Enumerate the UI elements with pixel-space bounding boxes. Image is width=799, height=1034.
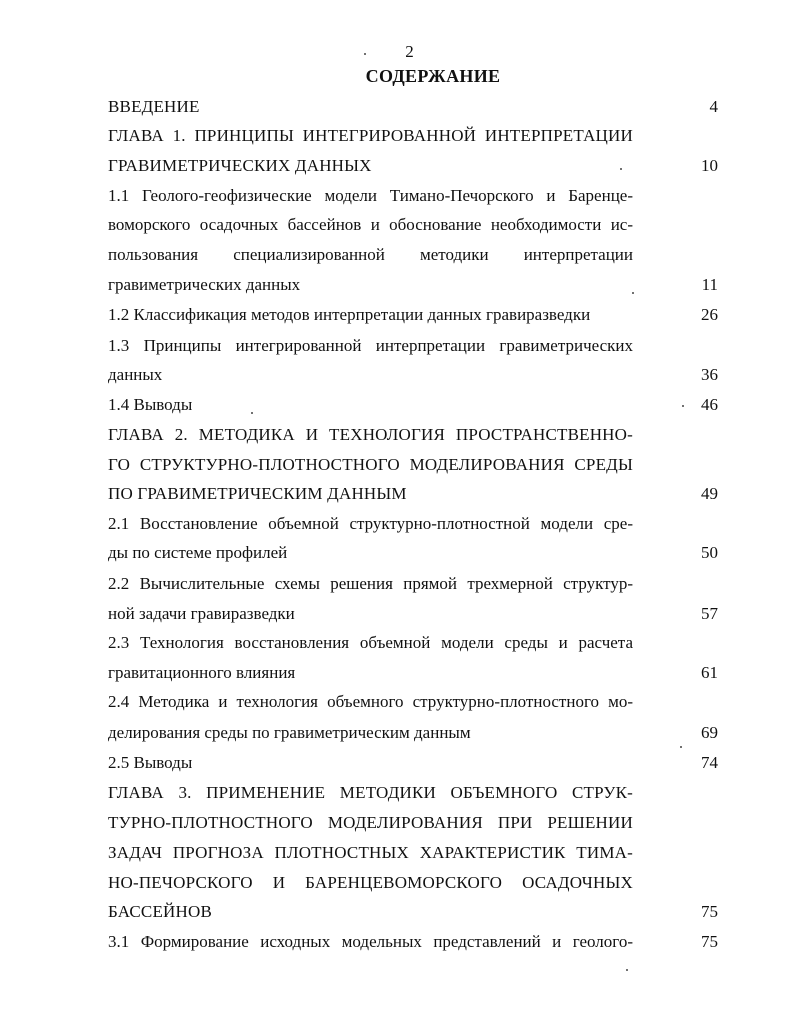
toc-entry-section-2-1: 2.1 Восстановление объемной структурно-плотностной модели сре- (108, 514, 633, 533)
toc-entry-chapter-3: ГЛАВА 3. ПРИМЕНЕНИЕ МЕТОДИКИ ОБЪЕМНОГО СТРУК- (108, 783, 633, 802)
toc-entry-section-2-3: 2.3 Технология восстановления объемной модели среды и расчета (108, 633, 633, 652)
toc-entry-section-2-5: 2.5 Выводы (108, 753, 193, 772)
toc-page-number: 75 (701, 902, 718, 921)
toc-page-number: 50 (701, 543, 718, 562)
toc-entry-intro: ВВЕДЕНИЕ (108, 97, 200, 116)
toc-entry-chapter-2: ГЛАВА 2. МЕТОДИКА И ТЕХНОЛОГИЯ ПРОСТРАНСТВЕННО- (108, 425, 633, 444)
toc-entry-section-1-1: 1.1 Геолого-геофизические модели Тимано-Печорского и Баренце- (108, 186, 633, 205)
scan-speck (680, 746, 682, 748)
toc-entry-section-1-2: 1.2 Классификация методов интерпретации данных гравиразведки (108, 305, 591, 324)
toc-entry-section-2-4: 2.4 Методика и технология объемного структурно-плотностного мо- (108, 692, 633, 711)
toc-page-number: 36 (701, 365, 718, 384)
toc-page-number: 11 (701, 275, 718, 294)
toc-page-number: 49 (701, 484, 718, 503)
page-title: СОДЕРЖАНИЕ (365, 66, 501, 86)
toc-page-number: 57 (701, 604, 718, 623)
toc-page-number: 26 (701, 305, 718, 324)
toc-entry-chapter-2: ГО СТРУКТУРНО-ПЛОТНОСТНОГО МОДЕЛИРОВАНИЯ СРЕДЫ (108, 455, 633, 474)
toc-entry-chapter-3: ТУРНО-ПЛОТНОСТНОГО МОДЕЛИРОВАНИЯ ПРИ РЕШЕНИИ (108, 813, 633, 832)
toc-entry-chapter-1: ГЛАВА 1. ПРИНЦИПЫ ИНТЕГРИРОВАННОЙ ИНТЕРПРЕТАЦИИ (108, 126, 633, 145)
toc-entry-section-1-3: данных (108, 365, 163, 384)
toc-entry-section-1-3: 1.3 Принципы интегрированной интерпретации гравиметрических (108, 336, 633, 355)
toc-page-number: 75 (701, 932, 718, 951)
page-number: 2 (405, 42, 414, 61)
toc-entry-section-1-4: 1.4 Выводы (108, 395, 193, 414)
toc-page-number: 69 (701, 723, 718, 742)
toc-entry-section-2-2: ной задачи гравиразведки (108, 604, 295, 623)
toc-entry-section-1-1: воморского осадочных бассейнов и обоснование необходимости ис- (108, 215, 633, 234)
toc-page-number: 74 (701, 753, 718, 772)
toc-entry-chapter-3: БАССЕЙНОВ (108, 902, 212, 921)
toc-entry-section-3-1: 3.1 Формирование исходных модельных представлений и геолого- (108, 932, 633, 951)
toc-page-number: 4 (709, 97, 718, 116)
toc-page-number: 10 (701, 156, 718, 175)
toc-entry-section-2-2: 2.2 Вычислительные схемы решения прямой трехмерной структур- (108, 574, 633, 593)
toc-entry-section-1-1: пользования специализированной методики интерпретации (108, 245, 633, 264)
toc-entry-section-2-3: гравитационного влияния (108, 663, 296, 682)
toc-entry-section-2-4: делирования среды по гравиметрическим данным (108, 723, 471, 742)
toc-entry-section-1-1: гравиметрических данных (108, 275, 301, 294)
scan-speck (626, 969, 628, 971)
toc-page-number: 61 (701, 663, 718, 682)
toc-entry-chapter-3: ЗАДАЧ ПРОГНОЗА ПЛОТНОСТНЫХ ХАРАКТЕРИСТИК ТИМА- (108, 843, 633, 862)
toc-entry-chapter-1: ГРАВИМЕТРИЧЕСКИХ ДАННЫХ (108, 156, 372, 175)
toc-entry-chapter-2: ПО ГРАВИМЕТРИЧЕСКИМ ДАННЫМ (108, 484, 407, 503)
toc-page-number: 46 (701, 395, 718, 414)
toc-entry-chapter-3: НО-ПЕЧОРСКОГО И БАРЕНЦЕВОМОРСКОГО ОСАДОЧНЫХ (108, 873, 633, 892)
toc-entry-section-2-1: ды по системе профилей (108, 543, 288, 562)
